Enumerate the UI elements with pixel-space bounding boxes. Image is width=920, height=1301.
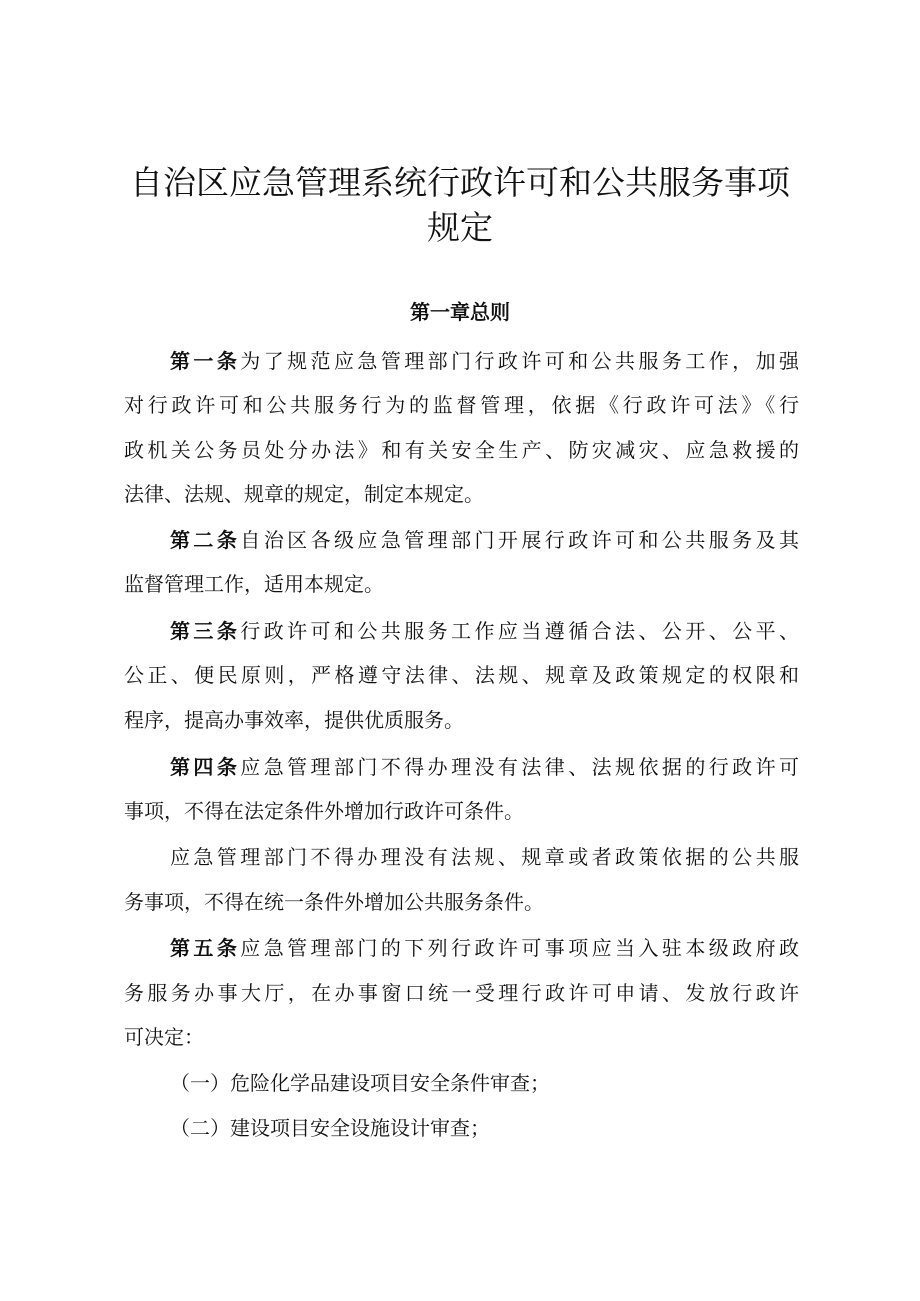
article-3-text: 行政许可和公共服务工作应当遵循合法、公开、公平、 — [240, 619, 800, 643]
chapter-heading: 第一章总则 — [410, 300, 510, 324]
article-2-label: 第二条 — [170, 528, 241, 552]
article-4-text: 应急管理部门不得办理没有法律、法规依据的行政许可 — [240, 755, 800, 779]
article-4-label: 第四条 — [170, 755, 241, 779]
article-5-first-line — [170, 931, 799, 965]
article-3-first-line — [170, 614, 799, 648]
article-4-line: 事项，不得在法定条件外增加行政许可条件。 — [124, 799, 524, 823]
article-5-line: 务服务办事大厅，在办事窗口统一受理行政许可申请、发放行政许 — [124, 981, 799, 1005]
article-5-line: 可决定： — [124, 1025, 204, 1049]
document-title-line-2: 规定 — [427, 208, 493, 247]
list-item: （二）建设项目安全设施设计审查； — [170, 1116, 490, 1140]
article-3-line: 公正、便民原则，严格遵守法律、法规、规章及政策规定的权限和 — [124, 663, 799, 687]
article-2-first-line — [170, 523, 799, 557]
article-1-first-line — [170, 344, 799, 378]
list-item: （一）危险化学品建设项目安全条件审查； — [170, 1071, 550, 1095]
article-2-line: 监督管理工作，适用本规定。 — [124, 572, 384, 596]
article-5-label: 第五条 — [170, 936, 241, 960]
article-3-line: 程序，提高办事效率，提供优质服务。 — [124, 708, 464, 732]
article-1-line: 政机关公务员处分办法》和有关安全生产、防灾减灾、应急救援的 — [124, 438, 799, 462]
article-1-line: 对行政许可和公共服务行为的监督管理，依据《行政许可法》《行 — [124, 393, 799, 417]
article-1-line: 法律、法规、规章的规定，制定本规定。 — [124, 482, 484, 506]
article-5-text: 应急管理部门的下列行政许可事项应当入驻本级政府政 — [240, 936, 800, 960]
article-4-first-line — [170, 750, 799, 784]
document-title-line-1: 自治区应急管理系统行政许可和公共服务事项 — [130, 163, 790, 202]
paragraph-line: 应急管理部门不得办理没有法规、规章或者政策依据的公共服 — [170, 845, 799, 869]
article-1-text: 为了规范应急管理部门行政许可和公共服务工作，加强 — [240, 349, 800, 373]
article-3-label: 第三条 — [170, 619, 241, 643]
paragraph-line: 务事项，不得在统一条件外增加公共服务条件。 — [124, 890, 544, 914]
article-1-label: 第一条 — [170, 349, 241, 373]
article-2-text: 自治区各级应急管理部门开展行政许可和公共服务及其 — [240, 528, 800, 552]
